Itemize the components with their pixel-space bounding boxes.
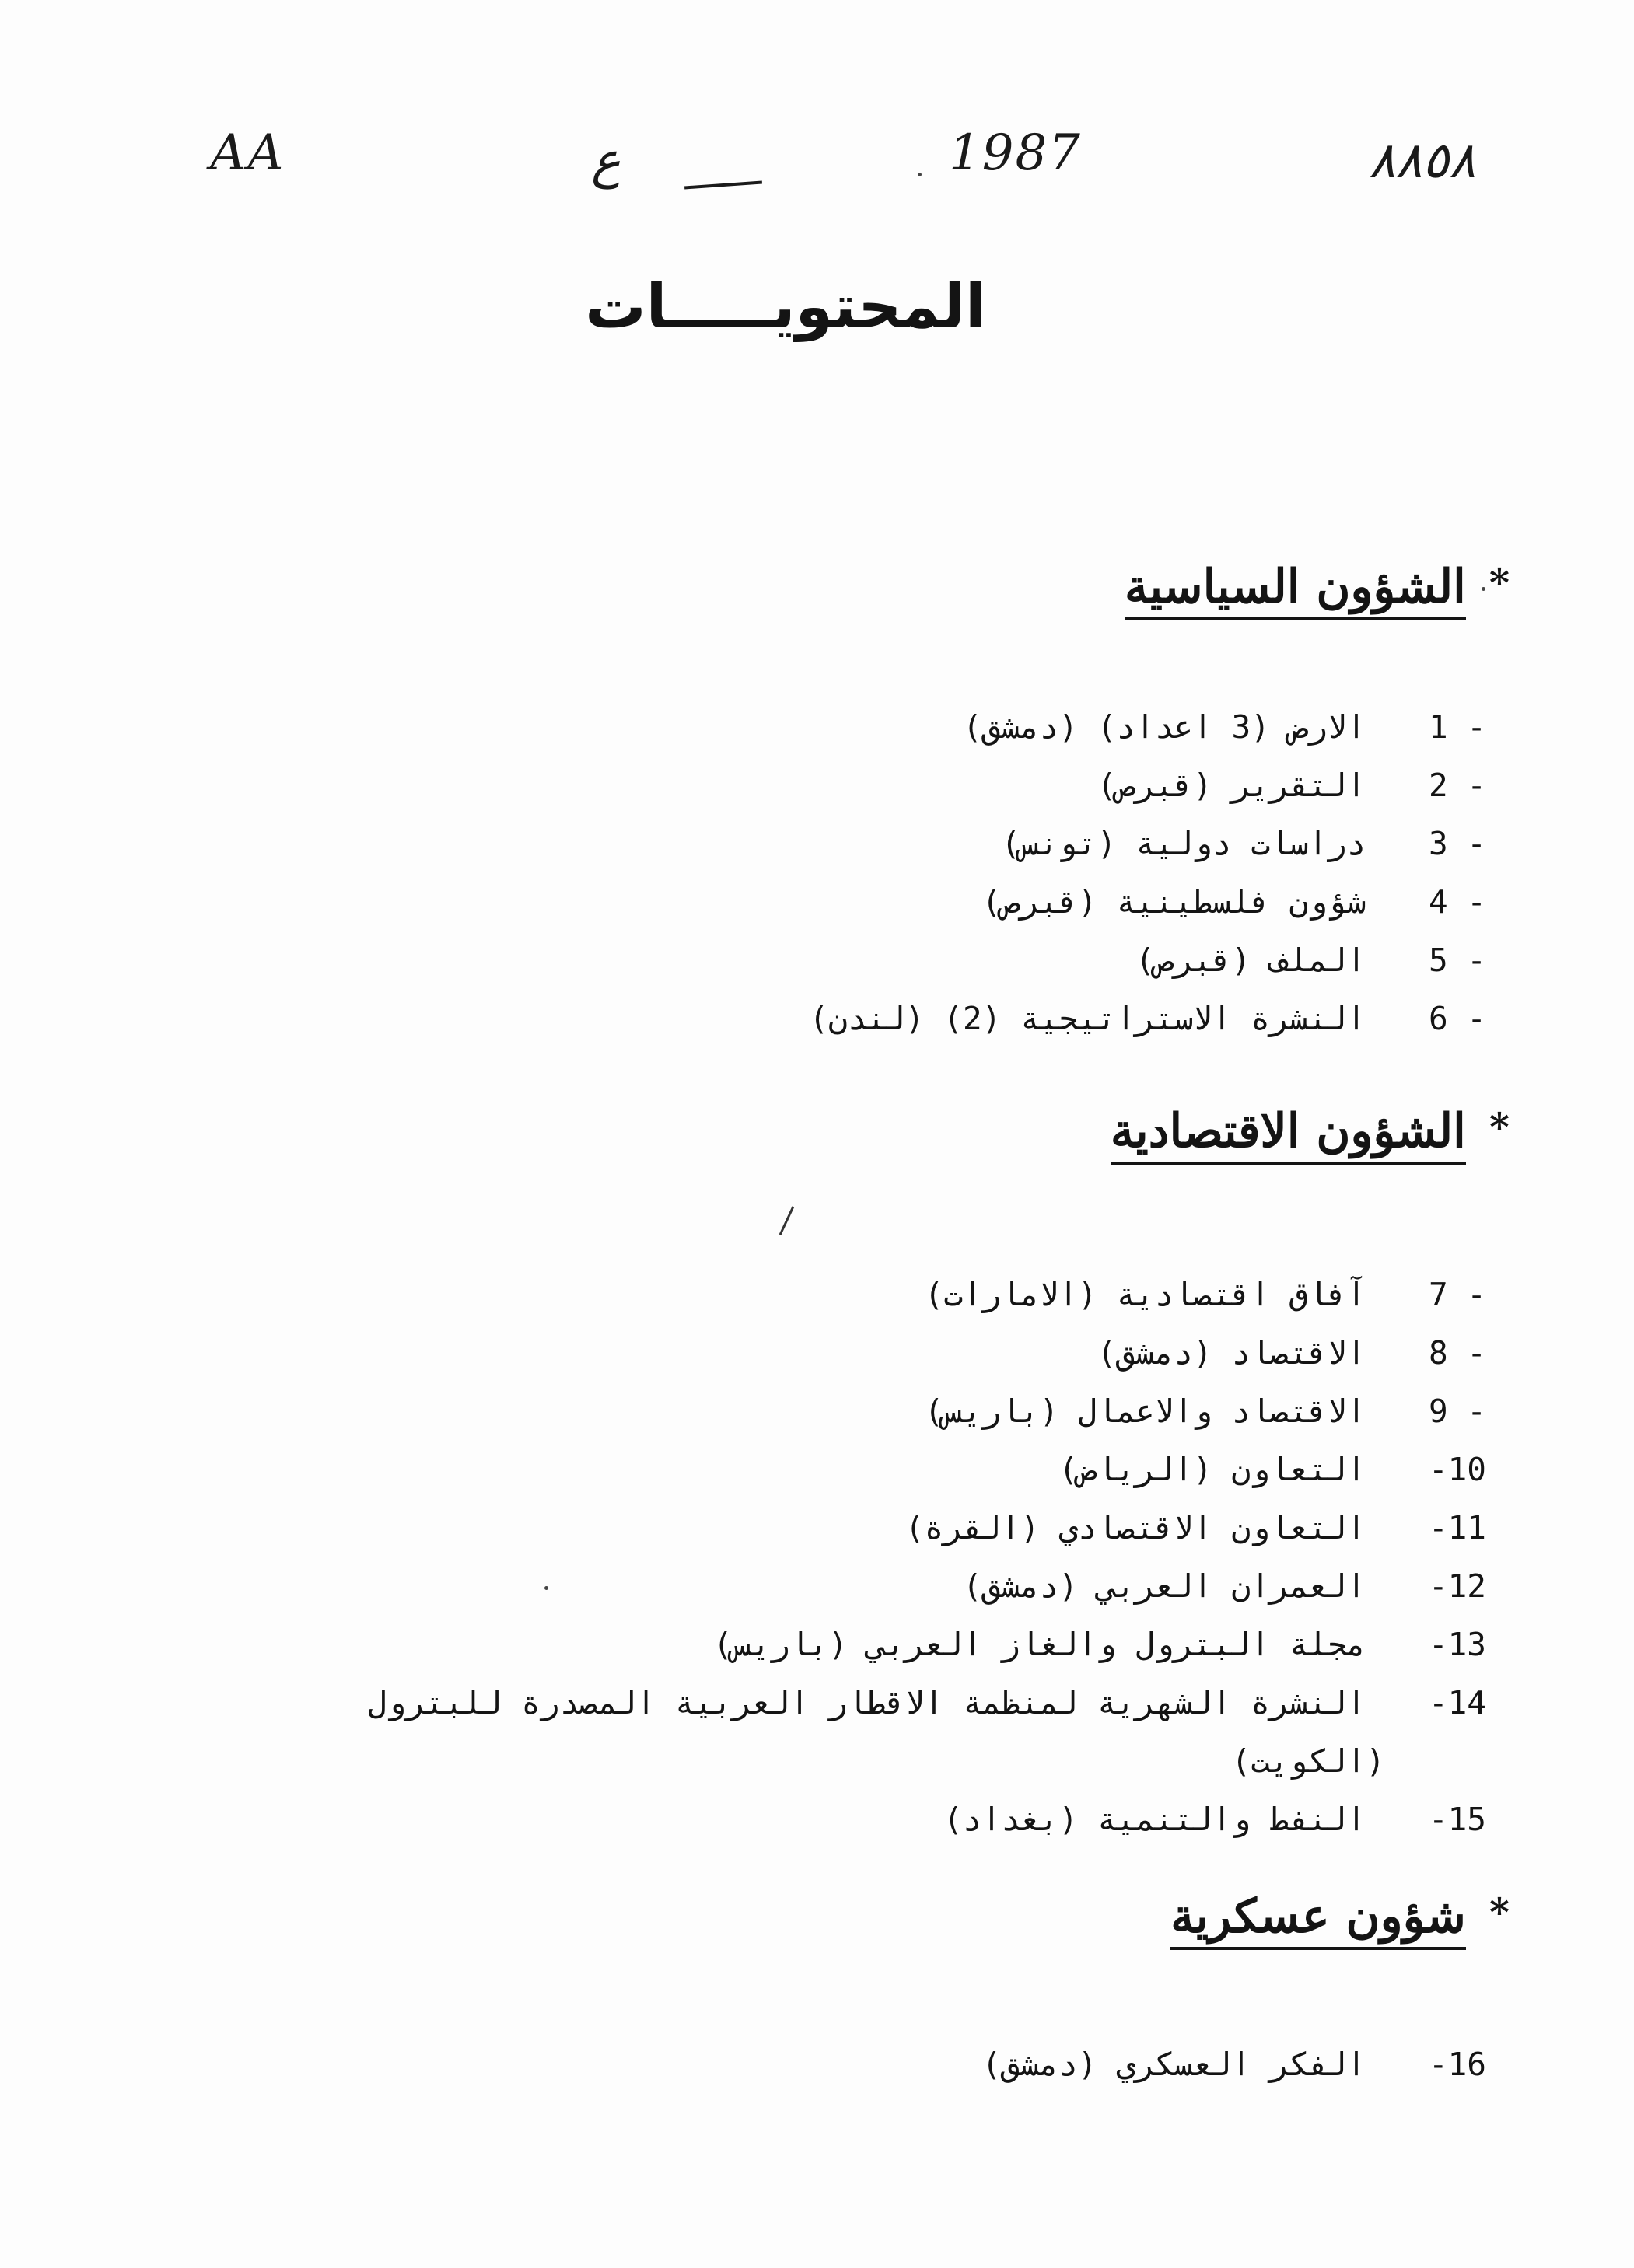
list-item xyxy=(110,1324,1510,1382)
item-number: -10 xyxy=(1428,1451,1486,1488)
item-number: 1 - xyxy=(1428,708,1486,746)
list-item xyxy=(110,757,1510,815)
item-number: -15 xyxy=(1428,1801,1486,1838)
item-list xyxy=(110,2036,1510,2094)
page-title: المحتويـــــات xyxy=(585,272,986,342)
handwritten-mark-left: AA xyxy=(210,124,285,182)
item-text: آفاق اقتصادية (الامارات) xyxy=(924,1276,1366,1313)
list-item xyxy=(110,815,1510,873)
handwritten-mark-right: ٨٨٥٨ xyxy=(1369,132,1476,190)
item-list xyxy=(110,698,1510,1048)
item-number: 5 - xyxy=(1428,942,1486,979)
list-item xyxy=(110,1266,1510,1324)
list-item xyxy=(110,1674,1510,1732)
item-number: -14 xyxy=(1428,1684,1486,1721)
list-item-continuation: (الكويت) xyxy=(1231,1742,1385,1780)
list-item xyxy=(110,2036,1510,2094)
item-text: التعاون (الرياض) xyxy=(1058,1451,1366,1488)
item-text: شؤون فلسطينية (قبرص) xyxy=(981,883,1366,921)
item-text: الاقتصاد والاعمال (باريس) xyxy=(924,1393,1366,1430)
list-item xyxy=(110,1791,1510,1849)
section-political xyxy=(110,560,1510,1048)
item-list xyxy=(110,1266,1510,1849)
item-text: العمران العربي (دمشق) xyxy=(962,1567,1366,1605)
handwritten-year: 1987 xyxy=(949,124,1082,182)
item-text: النفط والتنمية (بغداد) xyxy=(943,1801,1366,1838)
item-text: الفكر العسكري (دمشق) xyxy=(981,2046,1366,2083)
section-heading-text: الشؤون السياسية xyxy=(1125,560,1466,620)
section-economic xyxy=(110,1104,1510,1849)
asterisk-icon: * xyxy=(1489,560,1510,606)
item-number: 4 - xyxy=(1428,883,1486,921)
item-text: مجلة البترول والغاز العربي (باريس) xyxy=(713,1626,1366,1663)
item-number: 2 - xyxy=(1428,767,1486,804)
item-number: 6 - xyxy=(1428,1000,1486,1037)
item-text: دراسات دولية (تونس) xyxy=(1001,825,1366,862)
handwritten-mark-middle: ع xyxy=(591,132,621,190)
list-item xyxy=(110,990,1510,1048)
item-number: 7 - xyxy=(1428,1276,1486,1313)
list-item xyxy=(110,873,1510,931)
item-text: التقرير (قبرص) xyxy=(1097,767,1366,804)
section-heading-text: الشؤون الاقتصادية xyxy=(1111,1104,1466,1165)
list-item xyxy=(110,1616,1510,1674)
list-item xyxy=(110,931,1510,990)
item-number: 3 - xyxy=(1428,825,1486,862)
handwritten-stroke xyxy=(684,181,762,190)
list-item xyxy=(110,1557,1510,1616)
section-heading xyxy=(110,1889,1510,1950)
list-item xyxy=(110,698,1510,757)
item-text: الملف (قبرص) xyxy=(1135,942,1366,979)
list-item xyxy=(110,1441,1510,1499)
item-number: -13 xyxy=(1428,1626,1486,1663)
section-heading xyxy=(110,560,1510,620)
item-number: -16 xyxy=(1428,2046,1486,2083)
speck-mark xyxy=(544,1586,548,1590)
section-heading-text: شؤون عسكرية xyxy=(1170,1889,1466,1950)
list-item xyxy=(110,1382,1510,1441)
item-text: الاقتصاد (دمشق) xyxy=(1097,1334,1366,1372)
item-text: الارض (3 اعداد) (دمشق) xyxy=(962,708,1366,746)
item-text: النشرة الشهرية لمنظمة الاقطار العربية المصدرة للبترول xyxy=(367,1684,1366,1721)
asterisk-icon: * xyxy=(1489,1104,1510,1150)
item-text: التعاون الاقتصادي (القرة) xyxy=(904,1509,1366,1546)
item-number: 8 - xyxy=(1428,1334,1486,1372)
item-text: النشرة الاستراتيجية (2) (لندن) xyxy=(809,1000,1366,1037)
section-military xyxy=(110,1889,1510,2094)
item-number: -11 xyxy=(1428,1509,1486,1546)
section-heading xyxy=(110,1104,1510,1165)
asterisk-icon: * xyxy=(1489,1889,1510,1935)
speck-mark xyxy=(918,173,922,176)
speck-mark xyxy=(1482,587,1485,591)
item-number: 9 - xyxy=(1428,1393,1486,1430)
list-item xyxy=(110,1499,1510,1557)
item-number: -12 xyxy=(1428,1567,1486,1605)
